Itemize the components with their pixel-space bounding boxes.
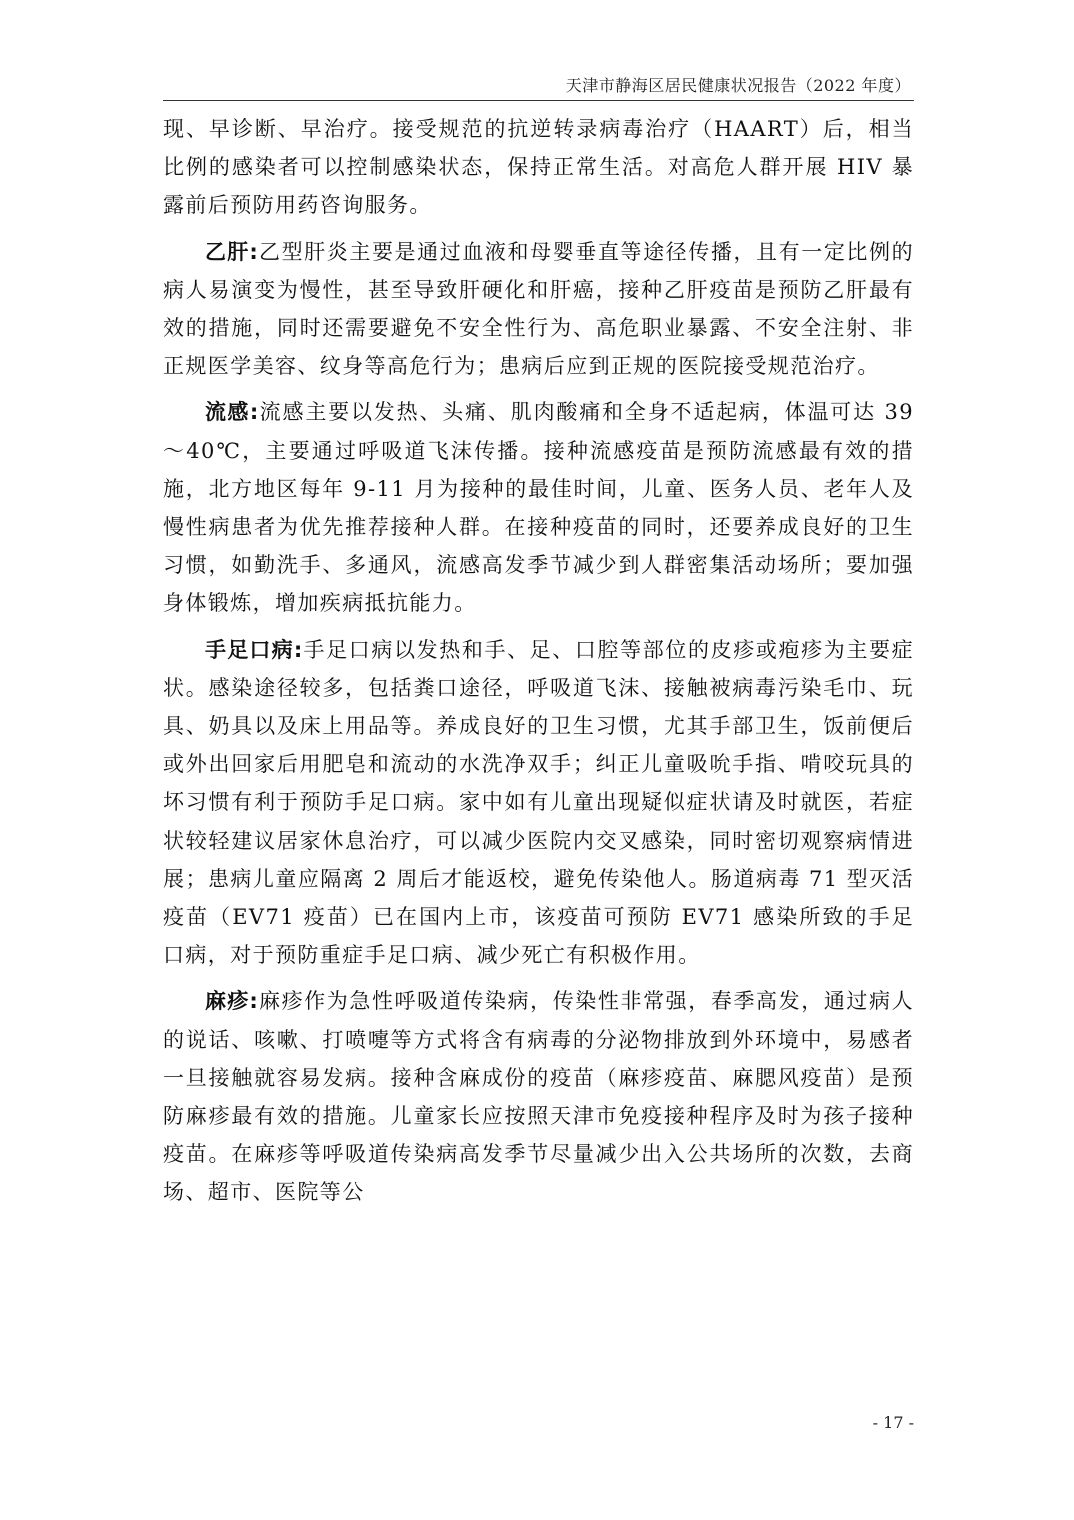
header-divider [163,100,914,101]
paragraph-label: 麻疹: [205,989,259,1014]
paragraph-text: 手足口病以发热和手、足、口腔等部位的皮疹或疱疹为主要症状。感染途径较多，包括粪口途径，呼吸道飞沫、接触被病毒污染毛巾、玩具、奶具以及床上用品等。养成良好的卫生习惯，尤其手部卫生，饭前便后或外出回家后用肥皂和流动的水洗净双手；纠正儿童吸吮手指、啃咬玩具的坏习惯有利于预防手足口病。家中如有儿童出现疑似症状请及时就医，若症状较轻建议居家休息治疗，可以减少医院内交叉感染，同时密切观察病情进展；患病儿童应隔离 2 周后才能返校，避免传染他人。肠道病毒 71 型灭活疫苗（EV71 疫苗）已在国内上市，该疫苗可预防 EV71 感染所致的手足口病，对于预防重症手足口病、减少死亡有积极作用。 [163,637,914,968]
paragraph-label: 乙肝: [205,239,259,264]
paragraph-text: 流感主要以发热、头痛、肌肉酸痛和全身不适起病，体温可达 39～40℃，主要通过呼吸道飞沫传播。接种流感疫苗是预防流感最有效的措施，北方地区每年 9-11 月为接种的最佳时间，儿童、医务人员、老年人及慢性病患者为优先推荐接种人群。在接种疫苗的同时，还要养成良好的卫生习惯，如勤洗手、多通风，流感高发季节减少到人群密集活动场所；要加强身体锻炼，增加疾病抵抗能力。 [163,400,914,616]
page-header: 天津市静海区居民健康状况报告（2022 年度） [565,76,911,95]
paragraph-label: 流感: [205,400,260,425]
paragraph-text: 现、早诊断、早治疗。接受规范的抗逆转录病毒治疗（HAART）后，相当比例的感染者可以控制感染状态，保持正常生活。对高危人群开展 HIV 暴露前后预防用药咨询服务。 [163,117,914,218]
paragraph-influenza [163,393,914,622]
paragraph-label: 手足口病: [205,637,304,662]
paragraph-text: 麻疹作为急性呼吸道传染病，传染性非常强，春季高发，通过病人的说话、咳嗽、打喷嚏等方式将含有病毒的分泌物排放到外环境中，易感者一旦接触就容易发病。接种含麻成份的疫苗（麻疹疫苗、麻腮风疫苗）是预防麻疹最有效的措施。儿童家长应按照天津市免疫接种程序及时为孩子接种疫苗。在麻疹等呼吸道传染病高发季节尽量减少出入公共场所的次数，去商场、超市、医院等公 [163,989,914,1205]
paragraph-measles [163,982,914,1211]
paragraph-hiv-continuation [163,110,914,225]
page-number: - 17 - [872,1413,914,1432]
paragraph-hepatitis-b [163,233,914,386]
paragraph-hand-foot-mouth [163,631,914,975]
document-body [163,110,914,1220]
paragraph-text: 乙型肝炎主要是通过血液和母婴垂直等途径传播，且有一定比例的病人易演变为慢性，甚至导致肝硬化和肝癌，接种乙肝疫苗是预防乙肝最有效的措施，同时还需要避免不安全性行为、高危职业暴露、不安全注射、非正规医学美容、纹身等高危行为；患病后应到正规的医院接受规范治疗。 [163,239,914,379]
